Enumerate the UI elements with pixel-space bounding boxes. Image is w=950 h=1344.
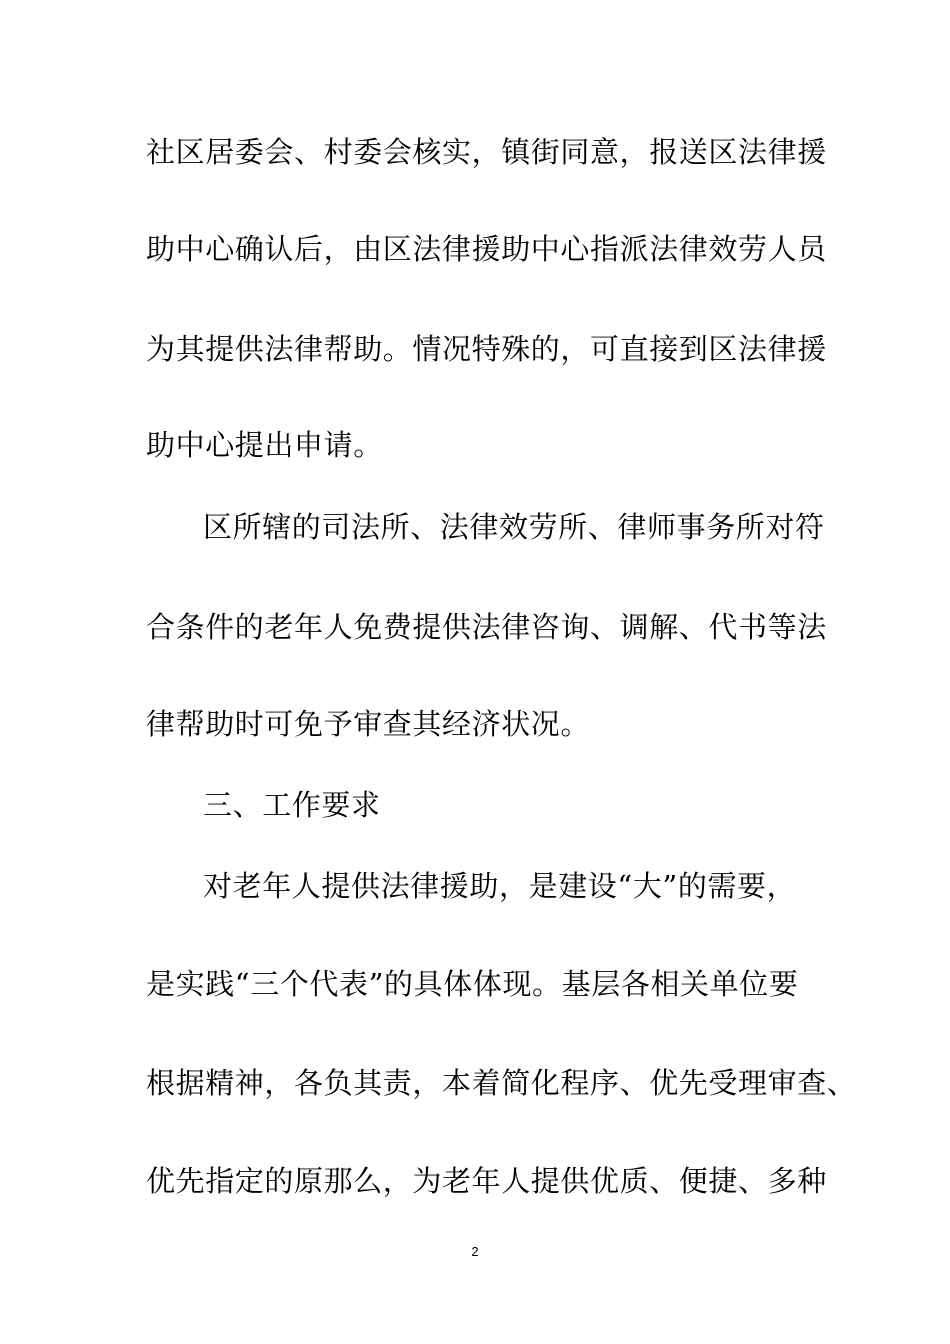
paragraph-line: 根据精神，各负其责，本着简化程序、优先受理审查、 [146,1066,857,1100]
paragraph-line: 对老年人提供法律援助，是建设“大”的需要， [203,869,797,903]
page-number: 2 [471,1244,479,1259]
section-heading: 三、工作要求 [203,788,381,822]
paragraph-line: 社区居委会、村委会核实，镇街同意，报送区法律援 [146,135,827,169]
paragraph-line: 区所辖的司法所、法律效劳所、律师事务所对符 [203,510,825,544]
paragraph-line: 优先指定的原那么，为老年人提供优质、便捷、多种 [146,1164,827,1198]
paragraph-line: 助中心确认后，由区法律援助中心指派法律效劳人员 [146,232,827,266]
paragraph-line: 为其提供法律帮助。情况特殊的，可直接到区法律援 [146,332,827,366]
paragraph-line: 合条件的老年人免费提供法律咨询、调解、代书等法 [146,610,827,644]
paragraph-line: 助中心提出申请。 [146,428,383,462]
paragraph-line: 律帮助时可免予审查其经济状况。 [146,707,591,741]
paragraph-line: 是实践“三个代表”的具体体现。基层各相关单位要 [146,967,799,1001]
